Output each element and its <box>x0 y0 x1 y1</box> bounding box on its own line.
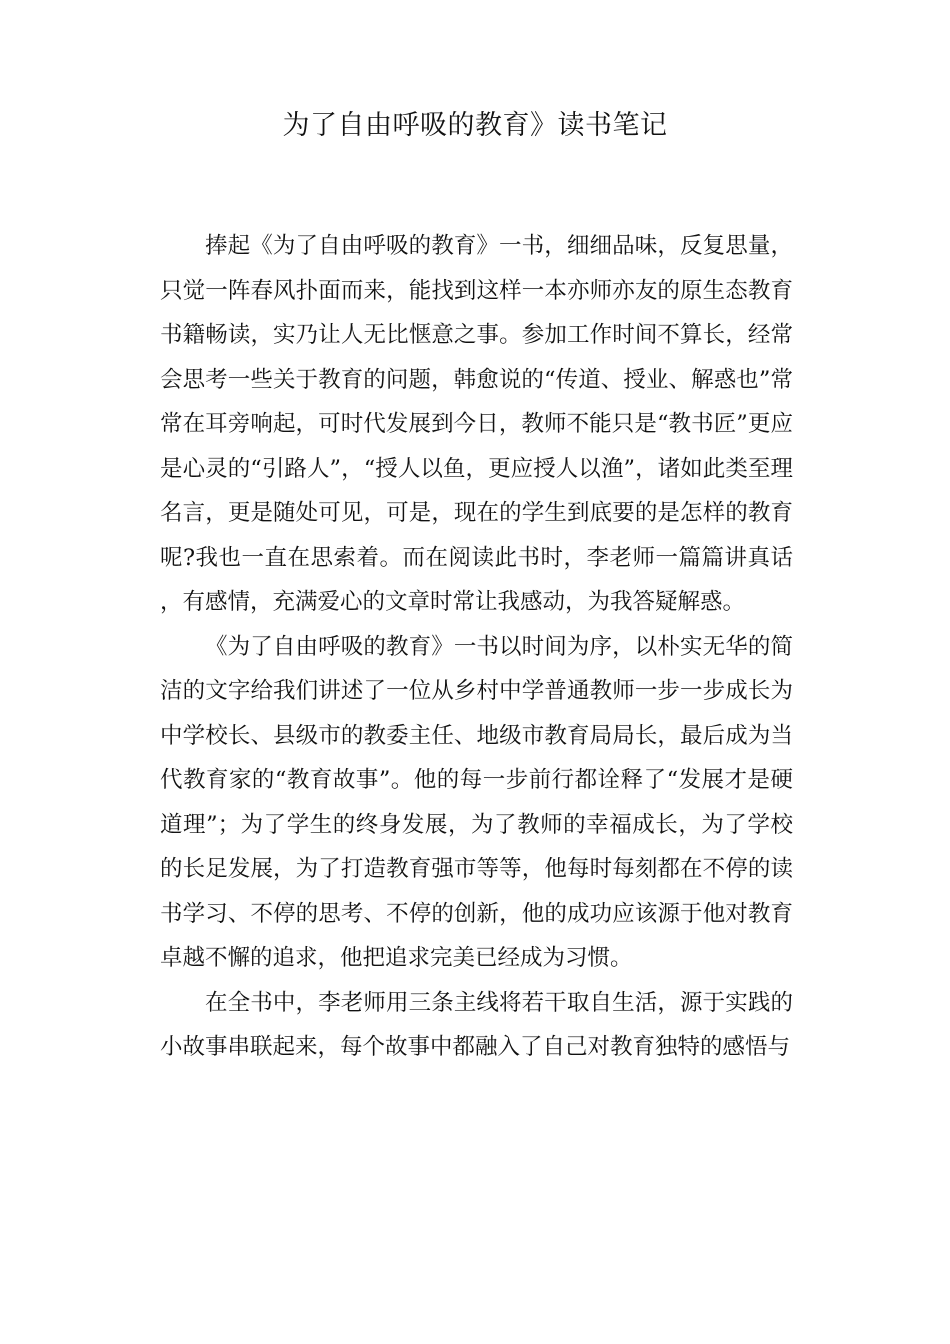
paragraph-1: 捧起《为了自由呼吸的教育》一书，细细品味，反复思量，只觉一阵春风扑面而来，能找到这样一本亦师亦友的原生态教育书籍畅读，实乃让人无比惬意之事。参加工作时间不算长，经常会思考一些关于教育的问题，韩愈说的“传道、授业、解惑也”常常在耳旁响起，可时代发展到今日，教师不能只是“教书匠”更应是心灵的“引路人”，“授人以鱼，更应授人以渔”，诸如此类至理名言，更是随处可见，可是，现在的学生到底要的是怎样的教育呢?我也一直在思索着。而在阅读此书时，李老师一篇篇讲真话，有感情，充满爱心的文章时常让我感动，为我答疑解惑。 <box>160 233 793 615</box>
document-body <box>160 224 793 1070</box>
document-title: 为了自由呼吸的教育》读书笔记 <box>282 110 668 141</box>
paragraph-2: 《为了自由呼吸的教育》一书以时间为序，以朴实无华的简洁的文字给我们讲述了一位从乡村中学普通教师一步一步成长为中学校长、县级市的教委主任、地级市教育局局长，最后成为当代教育家的“教育故事”。他的每一步前行都诠释了“发展才是硬道理”；为了学生的终身发展，为了教师的幸福成长，为了学校的长足发展，为了打造教育强市等等，他每时每刻都在不停的读书学习、不停的思考、不停的创新，他的成功应该源于他对教育卓越不懈的追求，他把追求完美已经成为习惯。 <box>160 633 793 971</box>
paragraph-3: 在全书中，李老师用三条主线将若干取自生活，源于实践的小故事串联起来，每个故事中都融入了自己对教育独特的感悟与 <box>160 989 793 1060</box>
